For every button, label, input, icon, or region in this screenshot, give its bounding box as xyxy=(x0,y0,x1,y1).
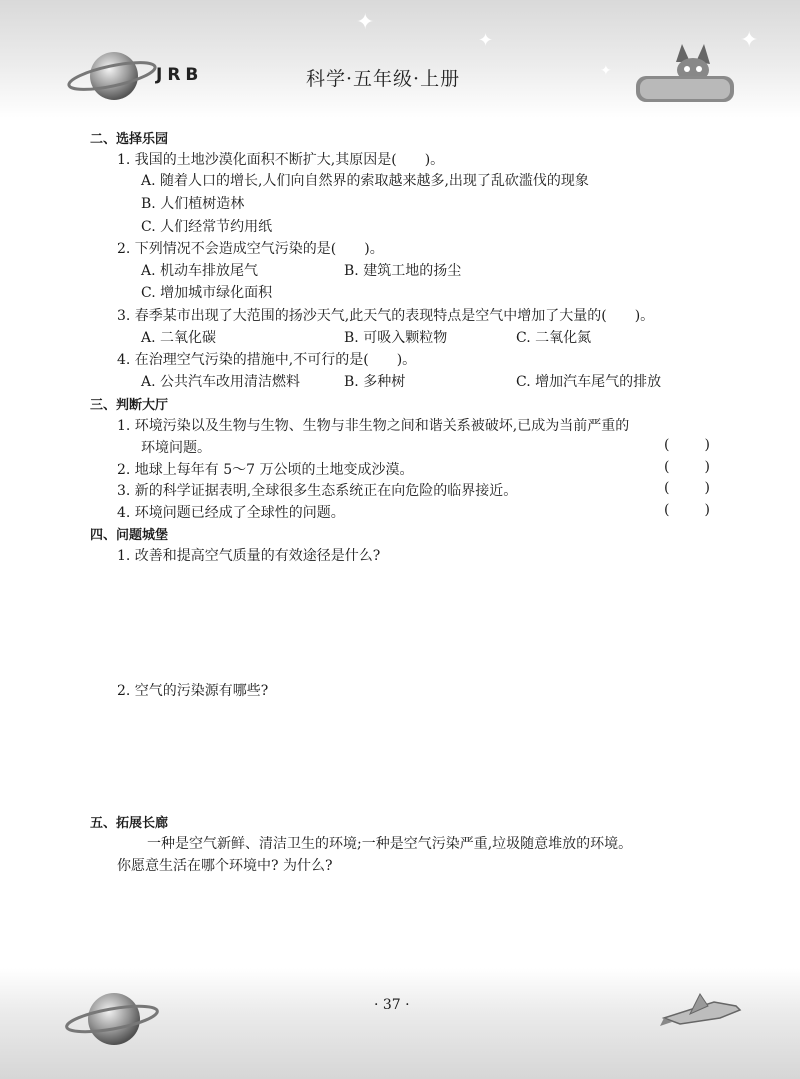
sparkle-star-icon: ✦ xyxy=(740,28,759,53)
option-2c: C. 增加城市绿化面积 xyxy=(141,285,273,301)
book-title: 科学·五年级·上册 xyxy=(306,68,461,90)
statement-1-cont: 环境问题。 xyxy=(141,440,211,456)
statement-3: 3. 新的科学证据表明,全球很多生态系统正在向危险的临界接近。 xyxy=(117,483,518,499)
sparkle-star-icon: ✦ xyxy=(600,63,612,79)
qa-question-2: 2. 空气的污染源有哪些? xyxy=(117,683,269,699)
section-heading-extend: 五、拓展长廊 xyxy=(90,816,169,831)
option-4c: C. 增加汽车尾气的排放 xyxy=(516,374,662,390)
section-heading-qa: 四、问题城堡 xyxy=(90,528,169,543)
option-3a: A. 二氧化碳 xyxy=(141,330,217,346)
option-1c: C. 人们经常节约用纸 xyxy=(141,219,273,235)
sparkle-star-icon: ✦ xyxy=(478,30,494,51)
option-4b: B. 多种树 xyxy=(344,374,406,390)
option-3b: B. 可吸入颗粒物 xyxy=(344,330,448,346)
answer-blank-1[interactable]: ( ) xyxy=(664,437,710,453)
question-4: 4. 在治理空气污染的措施中,不可行的是( )。 xyxy=(117,352,417,368)
mascot-logo xyxy=(630,40,740,108)
question-3: 3. 春季某市出现了大范围的扬沙天气,此天气的表现特点是空气中增加了大量的( )。 xyxy=(117,308,655,324)
answer-blank-2[interactable]: ( ) xyxy=(664,459,710,475)
space-shuttle-icon xyxy=(660,988,742,1032)
answer-blank-3[interactable]: ( ) xyxy=(664,480,710,496)
statement-4: 4. 环境问题已经成了全球性的问题。 xyxy=(117,505,345,521)
option-4a: A. 公共汽车改用清洁燃料 xyxy=(141,374,301,390)
section-heading-choice: 二、选择乐园 xyxy=(90,132,169,147)
question-2: 2. 下列情况不会造成空气污染的是( )。 xyxy=(117,241,384,257)
page-number: · 37 · xyxy=(374,997,410,1013)
question-1: 1. 我国的土地沙漠化面积不断扩大,其原因是( )。 xyxy=(117,152,445,168)
option-1b: B. 人们植树造林 xyxy=(141,196,245,212)
option-1a: A. 随着人口的增长,人们向自然界的索取越来越多,出现了乱砍滥伐的现象 xyxy=(141,173,589,189)
sparkle-star-icon: ✦ xyxy=(356,10,375,35)
qa-question-1: 1. 改善和提高空气质量的有效途径是什么? xyxy=(117,548,381,564)
section-heading-judge: 三、判断大厅 xyxy=(90,398,169,413)
option-2a: A. 机动车排放尾气 xyxy=(141,263,259,279)
statement-1: 1. 环境污染以及生物与生物、生物与非生物之间和谐关系被破坏,已成为当前严重的 xyxy=(117,418,630,434)
extend-paragraph-line-2: 你愿意生活在哪个环境中? 为什么? xyxy=(117,858,333,874)
option-3c: C. 二氧化氮 xyxy=(516,330,592,346)
statement-2: 2. 地球上每年有 5～7 万公顷的土地变成沙漠。 xyxy=(117,462,414,478)
series-label: JRB xyxy=(156,65,204,85)
planet-icon xyxy=(66,44,158,106)
planet-icon xyxy=(64,985,160,1051)
option-2b: B. 建筑工地的扬尘 xyxy=(344,263,462,279)
extend-paragraph-line-1: 一种是空气新鲜、清洁卫生的环境;一种是空气污染严重,垃圾随意堆放的环境。 xyxy=(147,836,633,852)
answer-blank-4[interactable]: ( ) xyxy=(664,502,710,518)
